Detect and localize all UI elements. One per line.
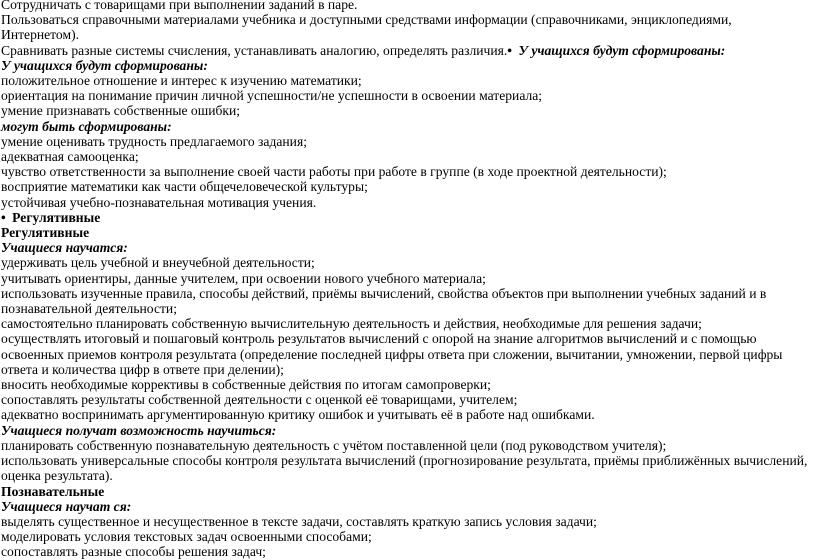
list-item: чувство ответственности за выполнение своей части работы при работе в группе (в ходе проектной деятельности); <box>1 164 667 180</box>
paragraph-with-heading <box>1 43 813 58</box>
list-item: использовать универсальные способы контроля результата вычислений (прогнозирование результата, приёмы приближённых вычислений, оценка результата). <box>1 453 808 484</box>
list-item: моделировать условия текстовых задач освоенными способами; <box>1 529 372 545</box>
list-item: планировать собственную познавательную деятельность с учётом поставленной цели (под руководством учителя); <box>1 437 667 453</box>
paragraph: Пользоваться справочными материалами учебника и доступными средствами информации (справочниками, энциклопедиями, Интернетом). <box>1 12 732 43</box>
list-item: удерживать цель учебной и внеучебной деятельности; <box>1 255 315 271</box>
list-item: ориентация на понимание причин личной успешности/не успешности в освоении материала; <box>1 88 543 104</box>
list-item: умение оценивать трудность предлагаемого задания; <box>1 133 307 149</box>
bullet-icon: • <box>1 209 6 225</box>
document-page <box>1 0 813 560</box>
subsection-heading: Учащиеся научатся: <box>1 240 128 256</box>
list-item: использовать изученные правила, способы действий, приёмы вычислений, свойства объектов при выполнении учебных заданий и в познавательной деятельности; <box>1 285 767 317</box>
section-heading: Регулятивные <box>1 225 90 241</box>
section-heading: могут быть сформированы: <box>1 118 172 134</box>
paragraph-text: Сравнивать разные системы счисления, устанавливать аналогию, определять различия. <box>1 42 508 58</box>
list-item: самостоятельно планировать собственную вычислительную деятельность и действия, необходимые для решения задачи; <box>1 316 702 332</box>
subsection-heading: Учащиеся научат ся: <box>1 498 132 514</box>
list-item: адекватная самооценка; <box>1 149 139 165</box>
bullet-icon: • <box>507 42 513 58</box>
list-item: вносить необходимые коррективы в собственные действия по итогам самопроверки; <box>1 377 491 393</box>
paragraph: Сотрудничать с товарищами при выполнении заданий в паре. <box>1 0 358 12</box>
section-heading <box>1 210 813 225</box>
section-heading: У учащихся будут сформированы: <box>518 42 726 58</box>
list-item: восприятие математики как части общечеловеческой культуры; <box>1 179 368 195</box>
list-item: устойчивая учебно-познавательная мотивация учения. <box>1 194 317 210</box>
list-item: сопоставлять результаты собственной деятельности с оценкой её товарищами, учителем; <box>1 392 518 408</box>
section-heading: У учащихся будут сформированы: <box>1 57 208 73</box>
list-item: выделять существенное и несущественное в тексте задачи, составлять краткую запись условия задачи; <box>1 513 597 529</box>
list-item: умение признавать собственные ошибки; <box>1 103 241 119</box>
section-heading-text: Регулятивные <box>12 209 101 225</box>
list-item: учитывать ориентиры, данные учителем, при освоении нового учебного материала; <box>1 270 486 286</box>
list-item: адекватно воспринимать аргументированную критику ошибок и учитывать её в работе над ошибками. <box>1 407 595 423</box>
section-heading: Познавательные <box>1 483 105 499</box>
list-item: осуществлять итоговый и пошаговый контроль результатов вычислений с опорой на знание алгоритмов вычислений и с помощью освоенных приемов контроля результата (определение последней цифры ответа при сложении, вычитании, умножении, первой цифры ответа и количества цифр в ответе при делении); <box>1 331 783 377</box>
list-item: положительное отношение и интерес к изучению математики; <box>1 73 362 89</box>
subsection-heading: Учащиеся получат возможность научиться: <box>1 422 277 438</box>
list-item: сопоставлять разные способы решения задач; <box>1 544 266 560</box>
